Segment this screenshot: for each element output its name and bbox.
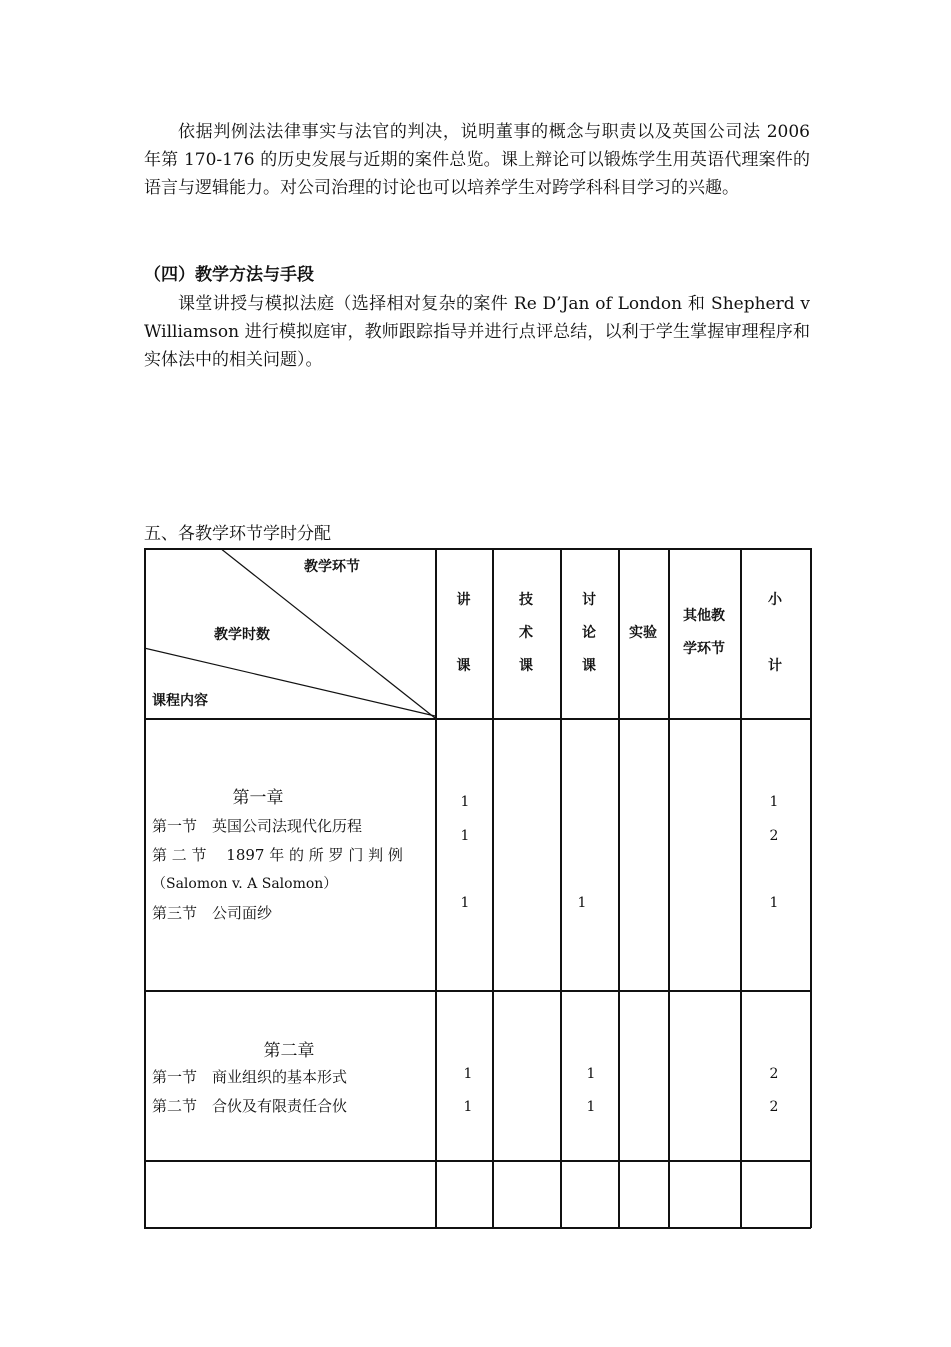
hours-allocation-table: [144, 548, 811, 1228]
section-title-hours: 五、各教学环节学时分配: [144, 524, 331, 544]
col-header-discussion: 讨 论 课: [582, 592, 596, 674]
chapter-1-section-1: 第一节 英国公司法现代化历程: [152, 817, 363, 835]
paragraph-objectives: 依据判例法法律事实与法官的判决，说明董事的概念与职责以及英国公司法 2006 年第 170-176 的历史发展与近期的案件总览。课上辩论可以锻炼学生用英语代理案件的语言与逻辑能力。对公司治理的讨论也可以培养学生对跨学科科目学习的兴趣。: [144, 122, 810, 198]
ch1-s3-discussion: 1: [577, 895, 587, 911]
chapter-1-title: 第一章: [232, 788, 284, 808]
chapter-2-title: 第二章: [263, 1041, 315, 1061]
chapter-2-section-1: 第一节 商业组织的基本形式: [152, 1068, 348, 1086]
chapter-1-section-2-case: （Salomon v. A Salomon）: [152, 876, 338, 892]
paragraph-teaching-methods: 课堂讲授与模拟法庭（选择相对复杂的案件 Re D’Jan of London 和 Shepherd v Williamson 进行模拟庭审，教师跟踪指导并进行点评总结，以利于学生掌握审理程序和实体法中的相关问题）。: [144, 294, 810, 370]
col-header-tech: 技 术 课: [519, 592, 533, 674]
ch2-s1-discussion: 1: [586, 1066, 596, 1082]
diag-header-content: 课程内容: [152, 693, 208, 709]
ch2-s2-lecture: 1: [463, 1099, 473, 1115]
ch1-s1-lecture: 1: [460, 794, 470, 810]
ch1-s3-lecture: 1: [460, 895, 470, 911]
chapter-1-section-2: 第 二 节 1897 年 的 所 罗 门 判 例: [152, 846, 403, 864]
ch1-s1-subtotal: 1: [769, 794, 779, 810]
ch1-s3-subtotal: 1: [769, 895, 779, 911]
ch2-s2-discussion: 1: [586, 1099, 596, 1115]
col-header-experiment: 实验: [629, 625, 657, 641]
ch2-s1-lecture: 1: [463, 1066, 473, 1082]
heading-teaching-methods: （四）教学方法与手段: [144, 265, 314, 285]
col-header-lecture: 讲 课: [456, 592, 471, 674]
ch1-s2-lecture: 1: [460, 828, 470, 844]
chapter-2-section-2: 第二节 合伙及有限责任合伙: [152, 1097, 348, 1115]
ch2-s1-subtotal: 2: [769, 1066, 779, 1082]
chapter-1-section-3: 第三节 公司面纱: [152, 904, 273, 922]
diag-header-hours: 教学时数: [214, 627, 270, 643]
col-header-other: 其他教 学环节: [683, 608, 725, 657]
ch2-s2-subtotal: 2: [769, 1099, 779, 1115]
col-header-subtotal: 小 计: [768, 592, 782, 674]
diag-header-teaching-link: 教学环节: [304, 559, 360, 575]
ch1-s2-subtotal: 2: [769, 828, 779, 844]
